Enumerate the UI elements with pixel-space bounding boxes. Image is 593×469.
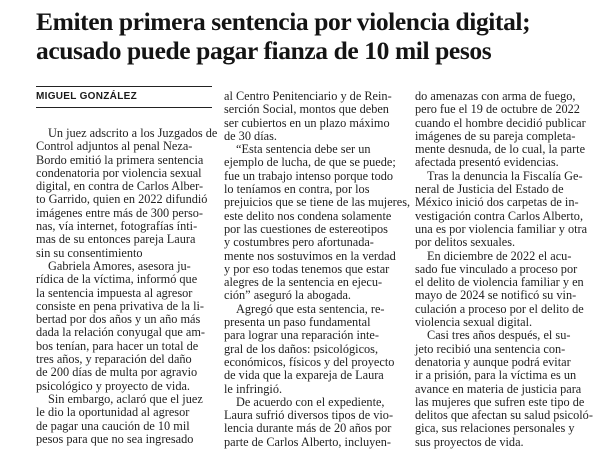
- text-line: y costumbres pero afortunada-: [224, 235, 374, 250]
- text-line: de vida que la expareja de Laura: [224, 368, 384, 383]
- text-line: Bordo emitió la primera sentencia: [36, 152, 204, 167]
- headline: [36, 7, 588, 65]
- text-line: las mujeres que sufren este tipo de: [415, 394, 585, 409]
- text-line: tres años, y reparación del daño: [36, 352, 192, 367]
- text-line: de pagar una caución de 10 mil: [36, 418, 190, 433]
- text-line: parte de Carlos Alberto, incluyen-: [224, 434, 391, 449]
- text-line: mente nos sostuvimos en la verdad: [224, 248, 396, 263]
- text-line: neral de Justicia del Estado de: [415, 182, 564, 197]
- text-line: el delito de violencia familiar y en: [415, 275, 584, 290]
- text-line: Agregó que esta sentencia, re-: [236, 301, 385, 316]
- headline-line: acusado puede pagar fianza de 10 mil pesos: [36, 36, 492, 65]
- text-line: fue un trabajo intenso porque todo: [224, 168, 394, 183]
- text-line: ir a prisión, para la víctima es un: [415, 368, 577, 383]
- text-line: ser cubiertos en un plazo máximo: [224, 115, 390, 130]
- text-line: culación a proceso por el delito de: [415, 301, 584, 316]
- text-line: Sin embargo, aclaró que el juez: [48, 391, 203, 406]
- text-line: para lograr una reparación inte-: [224, 328, 379, 343]
- text-line: psicológico y proyecto de vida.: [36, 378, 191, 393]
- text-line: de 200 días de multa por agravio: [36, 365, 198, 380]
- text-line: gica, sus relaciones personales y: [415, 421, 575, 436]
- text-line: “Esta sentencia debe ser un: [236, 142, 371, 157]
- text-line: gral de los daños: psicológicos,: [224, 341, 379, 356]
- text-line: pesos para que no sea ingresado: [36, 431, 194, 446]
- article-column-3: [415, 90, 593, 449]
- text-line: y por eso todas tenemos que estar: [224, 261, 390, 276]
- text-line: presenta un paso fundamental: [224, 315, 371, 330]
- text-line: México inició dos carpetas de in-: [415, 195, 579, 210]
- text-line: Gabriela Amores, asesora ju-: [48, 258, 191, 273]
- text-line: denatoria y aunque podrá evitar: [415, 354, 571, 369]
- text-line: rídica de la víctima, informó que: [36, 272, 198, 287]
- byline: MIGUEL GONZÁLEZ: [36, 91, 137, 102]
- text-line: lo teníamos en contra, por los: [224, 182, 370, 197]
- text-line: por delitos sexuales.: [415, 235, 516, 250]
- article-column-2: [224, 89, 411, 449]
- text-line: sin su consentimiento: [36, 245, 143, 260]
- text-line: Laura sufrió diversos tipos de vio-: [224, 408, 394, 423]
- text-line: jeto recibió una sentencia con-: [415, 341, 566, 356]
- article-column-1: [36, 126, 218, 446]
- text-line: mas de su entonces pareja Laura: [36, 232, 196, 247]
- text-line: do amenazas con arma de fuego,: [415, 89, 576, 103]
- text-line: condenatoria por violencia sexual: [36, 165, 202, 180]
- text-line: sus proyectos de vida.: [415, 434, 524, 449]
- text-line: le infringió.: [224, 381, 283, 396]
- text-line: económicos, físicos y del proyecto: [224, 354, 395, 369]
- text-line: ejemplo de lucha, de que se puede;: [224, 155, 396, 170]
- text-line: pero fue el 19 de octubre de 2022: [415, 102, 580, 117]
- text-line: avance en materia de justicia para: [415, 381, 582, 396]
- text-line: De acuerdo con el expediente,: [236, 394, 385, 409]
- text-line: delitos que afectan su salud psicoló-: [415, 408, 593, 423]
- text-line: mayo de 2024 se notificó su vin-: [415, 288, 577, 303]
- text-line: una es por violencia familiar y otra: [415, 221, 588, 236]
- text-line: sado fue vinculado a proceso por: [415, 261, 578, 276]
- text-line: imágenes de su pareja completa-: [415, 128, 576, 143]
- text-line: de 30 días.: [224, 128, 277, 143]
- text-line: prejuicios que se tiene de las mujeres,: [224, 195, 411, 210]
- text-line: to Garrido, quien en 2022 difundió: [36, 192, 208, 207]
- text-line: Casi tres años después, el su-: [427, 328, 571, 343]
- text-line: cuando el hombre decidió publicar: [415, 115, 586, 130]
- byline-bottom-rule: [36, 107, 212, 108]
- text-line: Control adjuntos al penal Neza-: [36, 139, 193, 154]
- text-line: bertad por dos años y un año más: [36, 312, 201, 327]
- text-line: imágenes entre más de 300 perso-: [36, 205, 203, 220]
- text-line: violencia sexual digital.: [415, 315, 533, 330]
- text-line: Un juez adscrito a los Juzgados de: [48, 126, 218, 140]
- text-line: Tras la denuncia la Fiscalía Ge-: [427, 168, 583, 183]
- text-line: lencia durante más de 20 años por: [224, 421, 392, 436]
- text-line: En diciembre de 2022 el acu-: [427, 248, 572, 263]
- text-line: al Centro Penitenciario y de Rein-: [224, 89, 392, 103]
- text-line: este delito nos condena solamente: [224, 208, 392, 223]
- text-line: afectada presentó evidencias.: [415, 155, 559, 170]
- text-line: serción Social, montos que deben: [224, 102, 389, 117]
- text-line: digital, en contra de Carlos Alber-: [36, 179, 204, 194]
- text-line: alegres de la sentencia en ejecu-: [224, 275, 383, 290]
- text-line: mente desnuda, de lo cual, la parte: [415, 142, 586, 157]
- text-line: bos tenían, para hacer un total de: [36, 338, 199, 353]
- text-line: por las cuestiones de estereotipos: [224, 221, 388, 236]
- headline-line: Emiten primera sentencia por violencia digital;: [36, 7, 531, 36]
- text-line: nas, vía internet, fotografías ínti-: [36, 219, 198, 234]
- text-line: vestigación contra Carlos Alberto,: [415, 208, 584, 223]
- text-line: la sentencia impuesta al agresor: [36, 285, 193, 300]
- text-line: le dio la oportunidad al agresor: [36, 405, 190, 420]
- text-line: consiste en pena privativa de la li-: [36, 298, 204, 313]
- text-line: dada la relación conyugal que am-: [36, 325, 206, 340]
- text-line: ción” aseguró la abogada.: [224, 288, 352, 303]
- byline-top-rule: [36, 86, 212, 87]
